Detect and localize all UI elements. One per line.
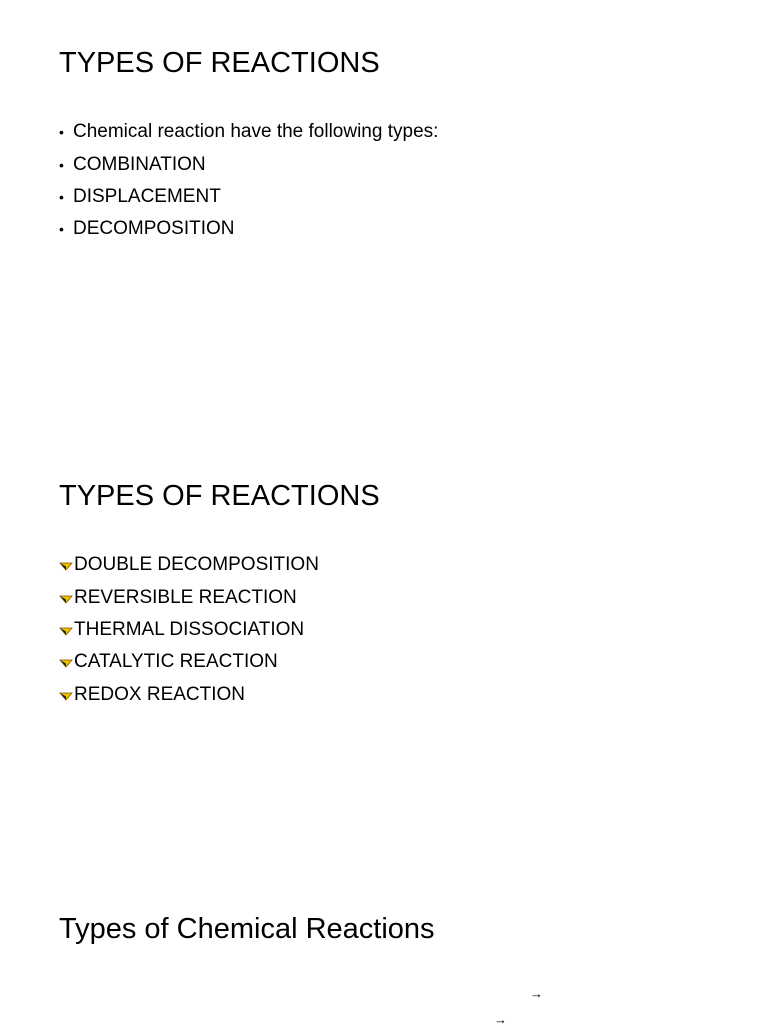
list-item [59,148,438,180]
slide-title: TYPES OF REACTIONS [59,47,380,79]
list-item-text: DOUBLE DECOMPOSITION [74,554,319,576]
list-item-text: REDOX REACTION [74,683,246,705]
star-bullet-icon [59,558,74,572]
star-bullet-icon [59,688,74,702]
star-bullet-icon [59,623,74,637]
right-arrow-icon: → [530,986,543,1001]
slide-1 [0,0,768,433]
bullet-dot-icon: • [59,221,64,238]
star-bullet-icon [59,655,74,669]
list-item-text: REVERSIBLE REACTION [74,586,297,608]
bullet-dot-icon: • [59,156,64,173]
slide-2 [0,433,768,866]
list-item [59,549,319,581]
right-arrow-icon: → [494,1012,507,1027]
bullet-list [59,549,319,711]
list-item-text: COMBINATION [73,153,206,175]
list-item-text: DECOMPOSITION [73,218,235,240]
list-item-text: DISPLACEMENT [73,185,221,207]
list-item-text: Chemical reaction have the following types: [73,121,439,143]
list-item [59,679,319,711]
bullet-dot-icon: • [59,124,64,141]
slide-title: Types of Chemical Reactions [59,913,435,945]
bullet-list [59,116,438,246]
slide-title: TYPES OF REACTIONS [59,480,380,512]
star-bullet-icon [59,591,74,605]
list-item [59,581,319,613]
list-item [59,646,319,678]
list-item-text: THERMAL DISSOCIATION [74,618,305,640]
list-item [59,213,438,245]
bullet-dot-icon: • [59,188,64,205]
slide-3 [0,866,768,1027]
list-item [59,181,438,213]
list-item-text: CATALYTIC REACTION [74,651,278,673]
list-item [59,614,319,646]
list-item [59,116,438,148]
